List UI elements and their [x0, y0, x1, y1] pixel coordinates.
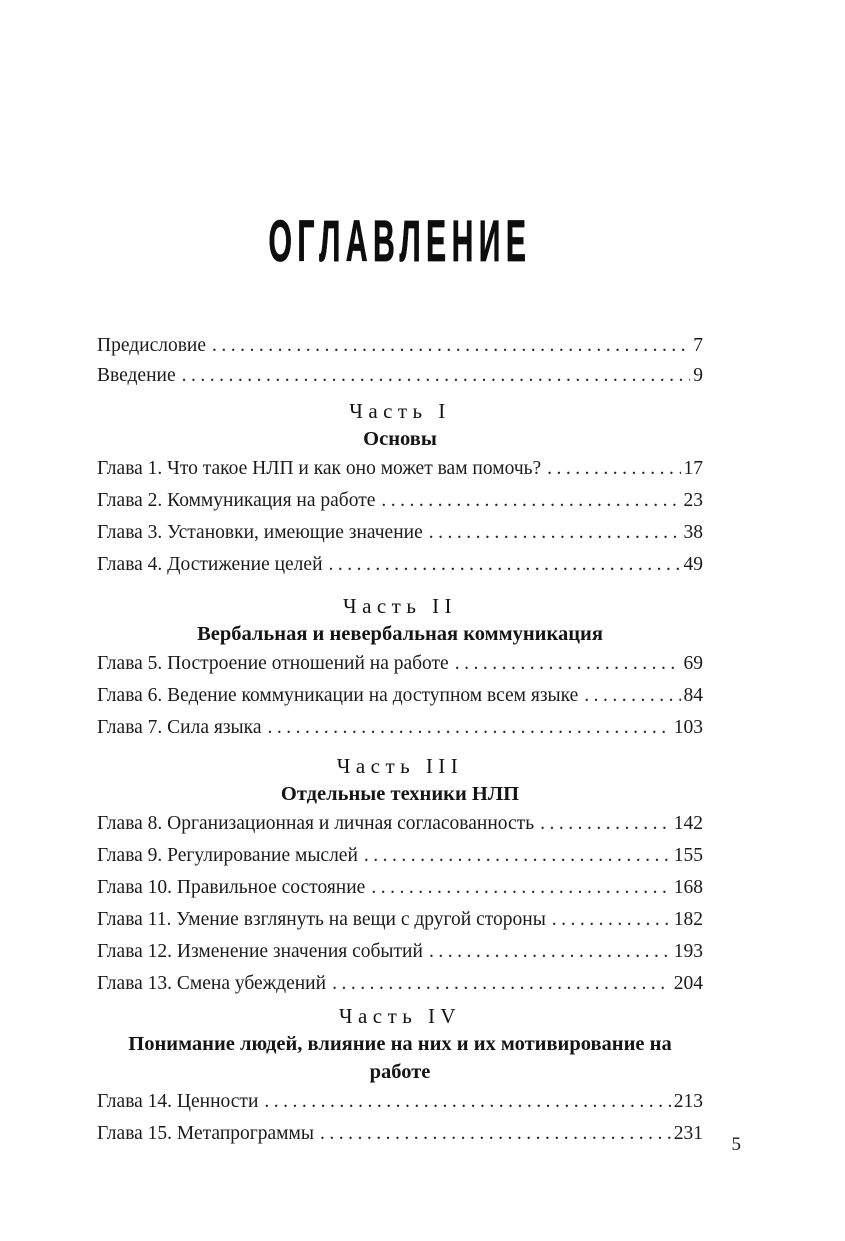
toc-entry: [97, 936, 703, 968]
toc-entry: [97, 648, 703, 680]
toc-entry-page: 69: [683, 653, 703, 674]
toc-entry-page: 38: [683, 522, 703, 543]
toc-entry-label: Глава 3. Установки, имеющие значение: [97, 522, 423, 543]
toc-entry-page: 213: [673, 1091, 703, 1112]
part-section-4: [97, 1003, 703, 1150]
toc-entry: [97, 840, 703, 872]
part-subtitle: Понимание людей, влияние на них и их мотивирование на работе: [128, 1033, 672, 1083]
toc-entry-label: Глава 13. Смена убеждений: [97, 973, 327, 994]
toc-entry: [97, 1118, 703, 1150]
toc-content: [97, 0, 703, 1150]
toc-entry-page: 9: [693, 365, 703, 386]
toc-entry: [97, 361, 703, 391]
toc-entry-page: 168: [673, 877, 703, 898]
toc-entry: [97, 904, 703, 936]
toc-entry: [97, 968, 703, 1000]
dot-leader: [381, 485, 680, 517]
page-number: 5: [731, 1134, 741, 1155]
toc-entry-page: 193: [673, 941, 703, 962]
dot-leader: [182, 361, 691, 391]
dot-leader: [364, 840, 671, 872]
dot-leader: [540, 808, 671, 840]
toc-entry-label: Введение: [97, 365, 176, 386]
toc-entry-page: 142: [673, 813, 703, 834]
dot-leader: [455, 648, 681, 680]
dot-leader: [320, 1118, 671, 1150]
toc-entry-label: Глава 8. Организационная и личная согласованность: [97, 813, 535, 834]
part-subtitle: Основы: [363, 428, 437, 450]
dot-leader: [329, 549, 681, 581]
toc-entry: [97, 680, 703, 712]
toc-title: ОГЛАВЛЕНИЕ: [268, 209, 532, 274]
toc-entry: [97, 331, 703, 361]
toc-entry: [97, 549, 703, 581]
toc-entry-label: Глава 5. Построение отношений на работе: [97, 653, 449, 674]
toc-entry-page: 23: [683, 490, 703, 511]
dot-leader: [212, 331, 690, 361]
dot-leader: [371, 872, 670, 904]
toc-entry-label: Глава 7. Сила языка: [97, 717, 262, 738]
toc-entry-label: Глава 12. Изменение значения событий: [97, 941, 423, 962]
dot-leader: [429, 517, 681, 549]
toc-entry-page: 155: [673, 845, 703, 866]
toc-entry-page: 49: [683, 554, 703, 575]
toc-entry-label: Предисловие: [97, 335, 207, 356]
toc-entry-label: Глава 14. Ценности: [97, 1091, 259, 1112]
dot-leader: [547, 453, 680, 485]
part-section-3: [97, 753, 703, 1000]
part-section-2: [97, 593, 703, 744]
dot-leader: [267, 712, 670, 744]
toc-entry-label: Глава 9. Регулирование мыслей: [97, 845, 358, 866]
toc-entry-label: Глава 6. Ведение коммуникации на доступном всем языке: [97, 685, 579, 706]
toc-entry-label: Глава 15. Метапрограммы: [97, 1123, 314, 1144]
toc-entry: [97, 453, 703, 485]
toc-entry-label: Глава 1. Что такое НЛП и как оно может вам помочь?: [97, 458, 542, 479]
toc-entry-page: 103: [673, 717, 703, 738]
toc-entry-page: 231: [673, 1123, 703, 1144]
toc-entry-label: Глава 11. Умение взглянуть на вещи с другой стороны: [97, 909, 546, 930]
toc-entry: [97, 872, 703, 904]
toc-entry: [97, 485, 703, 517]
toc-entry-label: Глава 10. Правильное состояние: [97, 877, 366, 898]
toc-entry-label: Глава 2. Коммуникация на работе: [97, 490, 376, 511]
toc-entry-page: 84: [683, 685, 703, 706]
toc-entry-label: Глава 4. Достижение целей: [97, 554, 323, 575]
part-heading: Часть IV: [338, 1004, 462, 1028]
dot-leader: [264, 1086, 670, 1118]
part-subtitle: Вербальная и невербальная коммуникация: [197, 623, 603, 645]
part-subtitle: Отдельные техники НЛП: [280, 783, 520, 805]
toc-entry: [97, 712, 703, 744]
part-heading: Часть II: [343, 594, 457, 618]
toc-entry: [97, 517, 703, 549]
dot-leader: [552, 904, 671, 936]
toc-entry-page: 7: [693, 335, 703, 356]
dot-leader: [429, 936, 671, 968]
toc-entry: [97, 1086, 703, 1118]
toc-entry: [97, 808, 703, 840]
part-section-1: [97, 398, 703, 581]
part-heading: Часть III: [336, 754, 464, 778]
front-matter-list: [97, 331, 703, 391]
dot-leader: [332, 968, 671, 1000]
toc-entry-page: 204: [673, 973, 703, 994]
toc-entry-page: 17: [683, 458, 703, 479]
part-heading: Часть I: [349, 399, 451, 423]
dot-leader: [584, 680, 680, 712]
toc-entry-page: 182: [673, 909, 703, 930]
